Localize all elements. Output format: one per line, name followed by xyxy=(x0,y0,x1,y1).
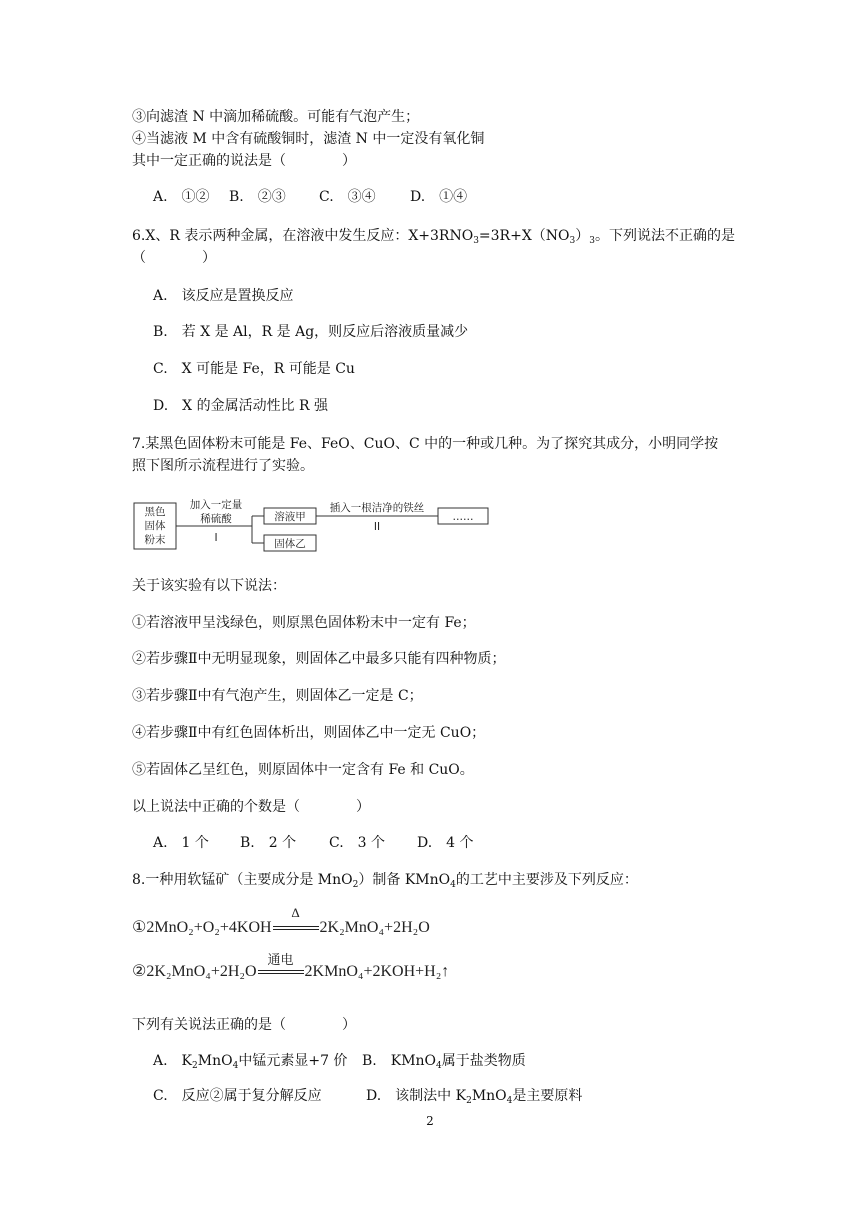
q7-statement-4: ④若步骤Ⅱ中有红色固体析出，则固体乙中一定无 CuO； xyxy=(132,725,486,741)
flow-box-end-label: …… xyxy=(452,511,474,523)
flow-arrow-1-label-mid: 稀硫酸 xyxy=(200,513,232,525)
flow-box-solution-label: 溶液甲 xyxy=(274,511,306,523)
flow-box-powder-line2: 固体 xyxy=(144,520,166,532)
q6-stem: 6.X、R 表示两种金属，在溶液中发生反应：$X+3RNO_3=3R+X(NO_3)_3$。下列说法不正确的是 xyxy=(132,228,735,246)
q6-option-c: C. X 可能是 Fe，R 可能是 Cu xyxy=(153,361,355,377)
flow-diagram-svg xyxy=(132,496,492,558)
page-number: 2 xyxy=(426,1114,434,1128)
equation-2 xyxy=(132,952,450,981)
q7-intro: 关于该实验有以下说法： xyxy=(132,578,286,594)
q7-stem-line2: 照下图所示流程进行了实验。 xyxy=(132,458,314,474)
equation-2-condition: 通电 xyxy=(257,963,305,981)
q6-answer-paren: （ ） xyxy=(132,250,216,266)
q7-statement-2: ②若步骤Ⅱ中无明显现象，则固体乙中最多只能有四种物质； xyxy=(132,651,506,667)
q7-option-b: B. 2 个 xyxy=(240,835,297,851)
q7-statement-1: ①若溶液甲呈浅绿色，则原黑色固体粉末中一定有 Fe； xyxy=(132,615,476,631)
q7-stem-line1: 7.某黑色固体粉末可能是 Fe、FeO、CuO、C 中的一种或几种。为了探究其成分，小明同学按 xyxy=(132,436,719,452)
q5-statement-4: ④当滤液 M 中含有硫酸铜时，滤渣 N 中一定没有氧化铜 xyxy=(132,131,485,147)
flow-box-powder-line1: 黑色 xyxy=(144,506,166,518)
q7-option-a: A. 1 个 xyxy=(153,835,209,851)
q6-option-d: D. X 的金属活动性比 R 强 xyxy=(153,398,329,414)
equation-1-right: 2K₂MnO₄+2H₂O xyxy=(319,919,430,936)
q6-option-a: A. 该反应是置换反应 xyxy=(153,288,294,304)
q8-question: 下列有关说法正确的是（ ） xyxy=(132,1017,356,1033)
q8-stem: 8.一种用软锰矿（主要成分是 MnO$_2$）制备 KMnO$_4$的工艺中主要涉及下列反应： xyxy=(132,872,638,890)
equation-2-right: 2KMnO₄+2KOH+H₂↑ xyxy=(304,963,450,980)
q8-option-a: A. $K_2MnO_4$中锰元素显+7 价 xyxy=(153,1053,348,1071)
q7-question: 以上说法中正确的个数是（ ） xyxy=(132,799,370,815)
flow-arrow-1-label-top: 加入一定量 xyxy=(189,499,243,511)
q6-option-b: B. 若 X 是 Al，R 是 Ag，则反应后溶液质量减少 xyxy=(153,324,469,340)
q8-option-c: C. 反应②属于复分解反应 xyxy=(153,1088,322,1104)
q5-option-a: A. ①② xyxy=(153,189,210,205)
q8-option-d: D. 该制法中 $K_2MnO_4$是主要原料 xyxy=(366,1088,583,1106)
equation-1 xyxy=(132,905,430,937)
q8-option-b: B. KMnO$_4$属于盐类物质 xyxy=(362,1053,526,1071)
q5-option-b: B. ②③ xyxy=(229,189,286,205)
flow-step-1-label: I xyxy=(214,532,218,544)
q7-statement-5: ⑤若固体乙呈红色，则原固体中一定含有 Fe 和 CuO。 xyxy=(132,762,474,778)
flow-box-powder-line3: 粉末 xyxy=(144,534,166,546)
q5-statement-3: ③向滤渣 N 中滴加稀硫酸。可能有气泡产生； xyxy=(132,109,420,125)
q5-option-c: C. ③④ xyxy=(319,189,376,205)
q5-option-d: D. ①④ xyxy=(410,189,468,205)
q7-statement-3: ③若步骤Ⅱ中有气泡产生，则固体乙一定是 C； xyxy=(132,688,423,704)
equation-1-left: ①2MnO₂+O₂+4KOH xyxy=(132,919,272,936)
flow-arrow-2-label: 插入一根洁净的铁丝 xyxy=(329,502,425,514)
equation-2-left: ②2K₂MnO₄+2H₂O xyxy=(132,963,257,980)
q7-option-d: D. 4 个 xyxy=(417,835,474,851)
q5-stem-end: 其中一定正确的说法是（ ） xyxy=(132,153,356,169)
q7-option-c: C. 3 个 xyxy=(329,835,386,851)
equation-1-condition: Δ xyxy=(272,919,320,937)
flow-box-solid-label: 固体乙 xyxy=(274,538,306,550)
flow-step-2-label: II xyxy=(373,521,381,533)
experiment-flow-diagram xyxy=(132,496,492,558)
